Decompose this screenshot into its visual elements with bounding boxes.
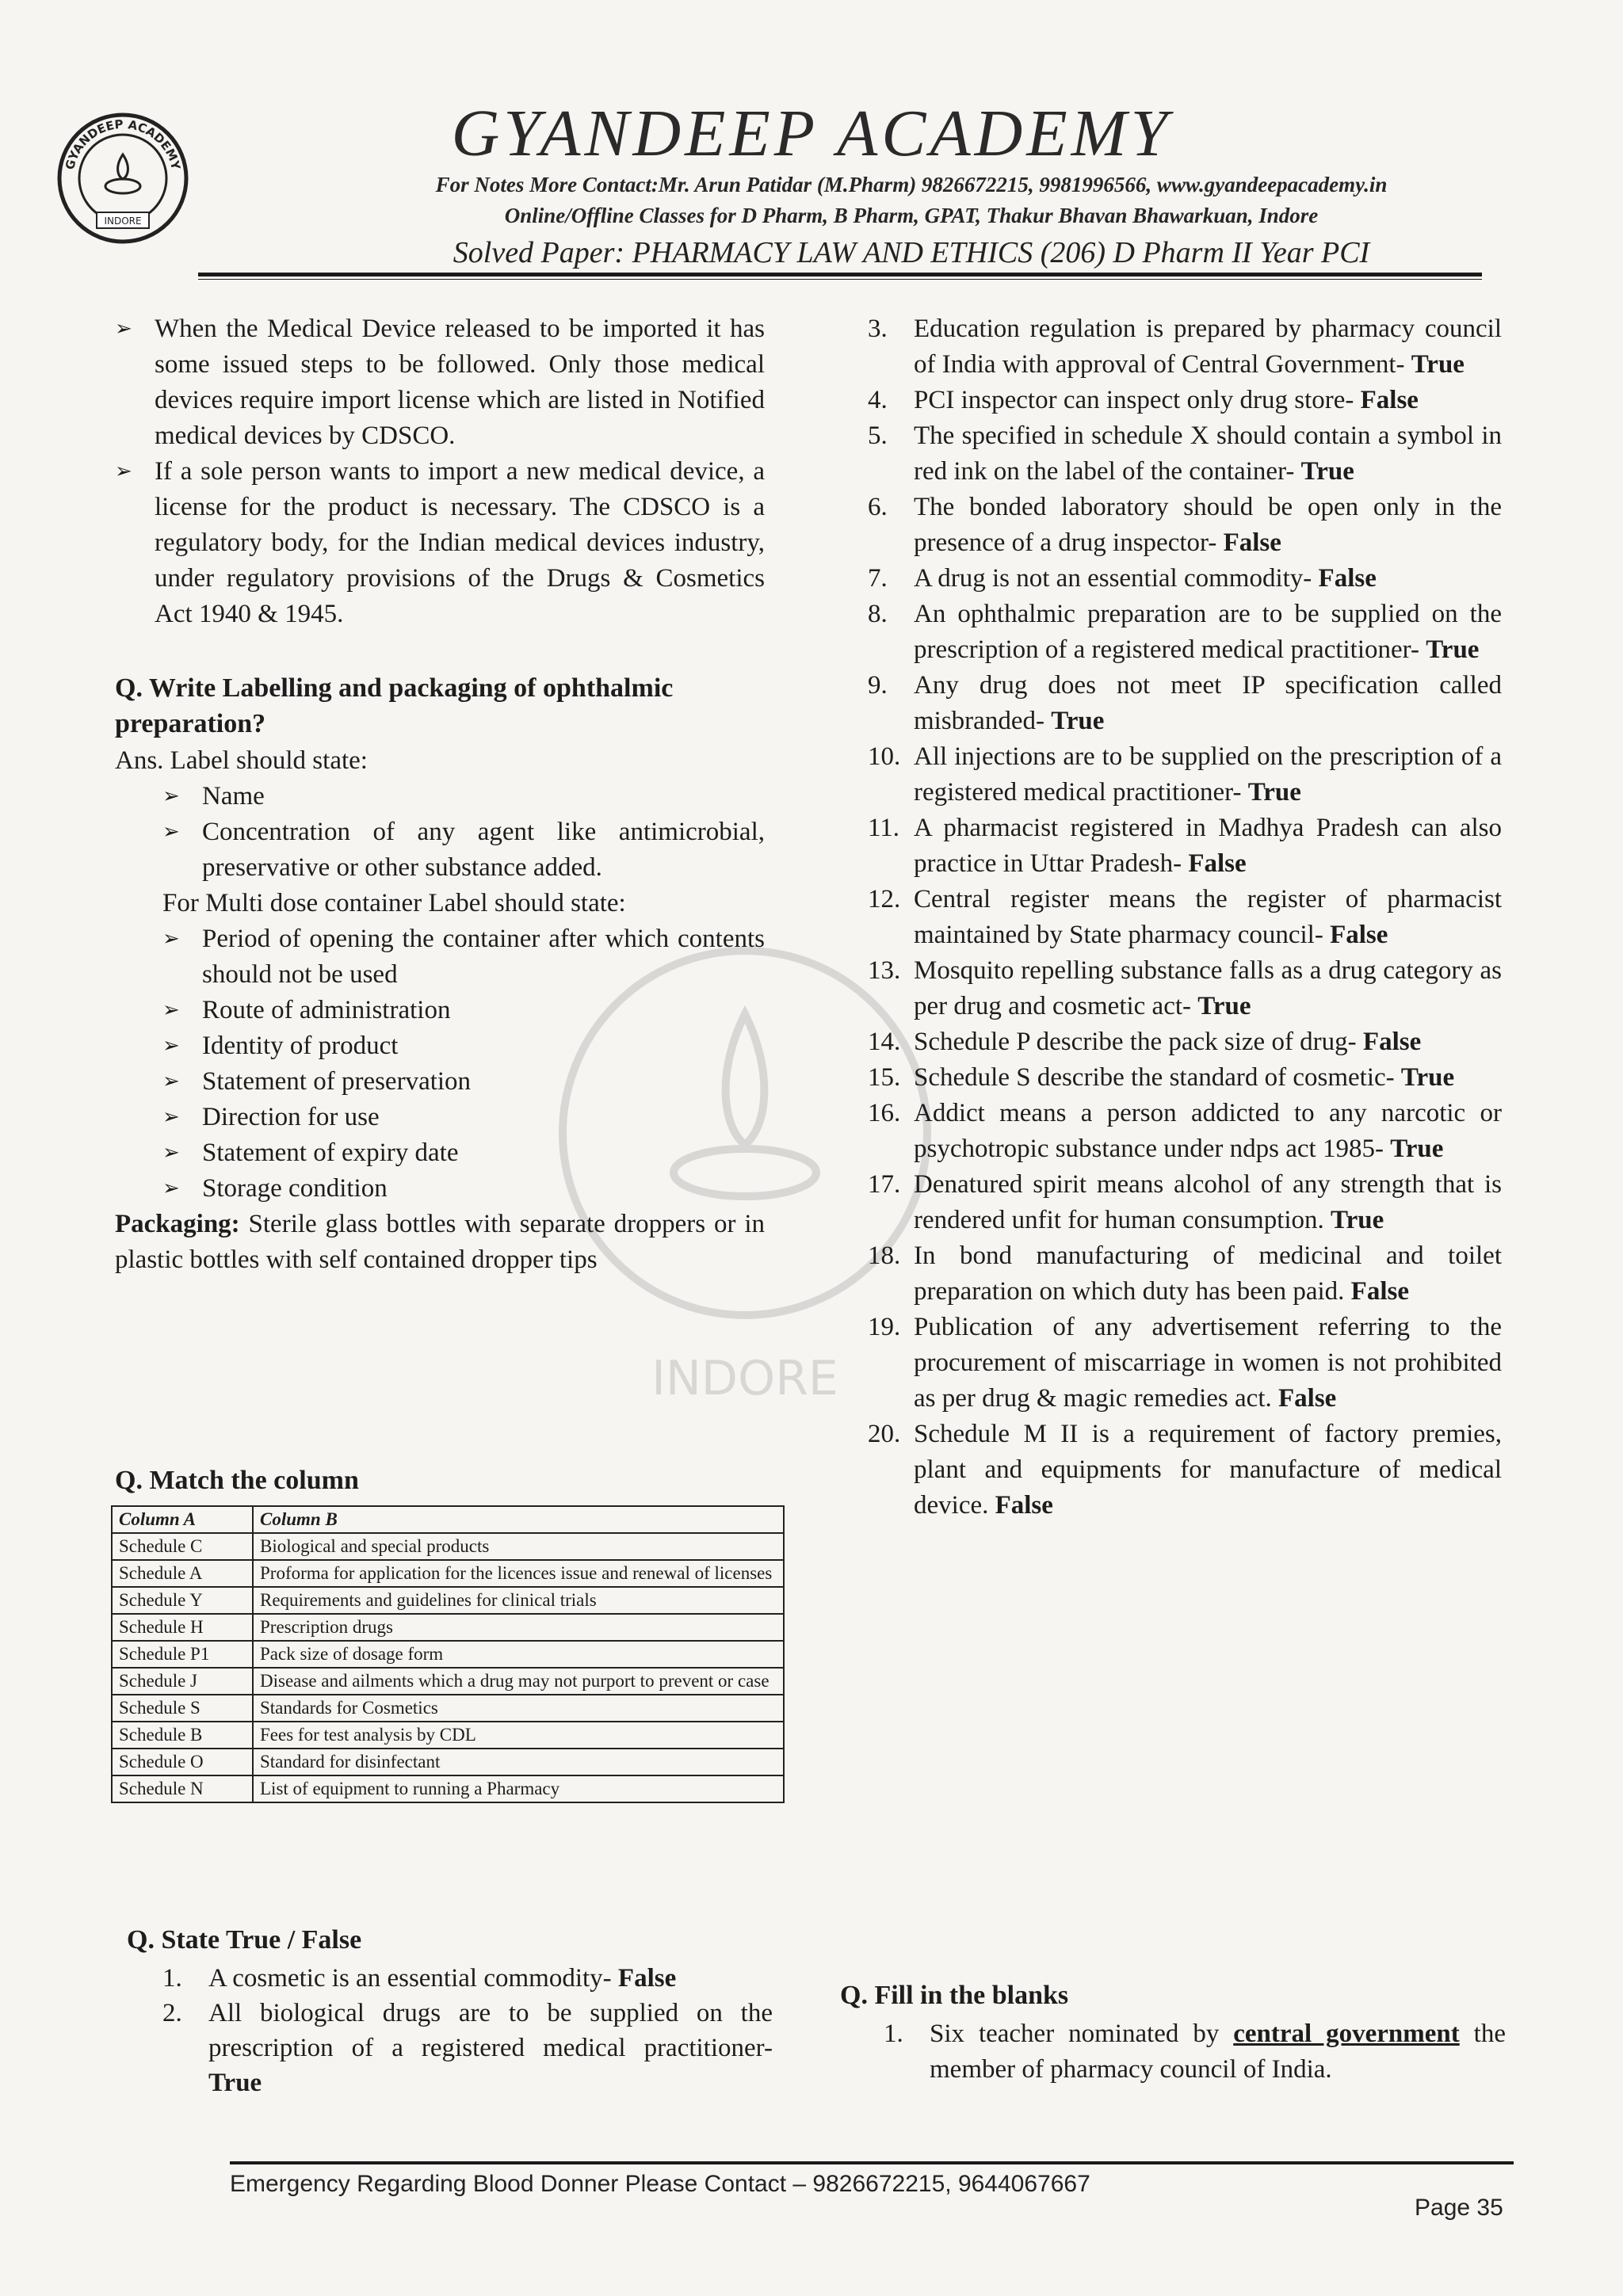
list-item: 5. The specified in schedule X should contain a symbol in red ink on the label of the container- True [868, 421, 1502, 486]
list-item: 10. All injections are to be supplied on the prescription of a registered medical practitioner- True [868, 742, 1502, 807]
arrow-bullet-icon: ➢ [162, 1070, 180, 1093]
table-cell: Schedule H [112, 1614, 253, 1641]
list-item: ➢ Statement of expiry date [162, 1135, 765, 1171]
contact-line: For Notes More Contact:Mr. Arun Patidar (M.Pharm) 9826672215, 9981996566, www.gyandeepacademy.in [435, 173, 1388, 196]
answer-verdict: True [1197, 992, 1251, 1020]
packaging-label: Packaging: [115, 1210, 240, 1238]
list-item: ➢ If a sole person wants to import a new medical device, a license for the product is necessary. The CDSCO is a regulatory body, for the Indian medical devices industry, under regulatory provisions of the Drugs & Cosmetics Act 1940 & 1945. [115, 454, 765, 632]
header-rule [198, 273, 1482, 277]
list-item: 16. Addict means a person addicted to any narcotic or psychotropic substance under ndps act 1985- True [868, 1099, 1502, 1163]
list-item: ➢ Direction for use [162, 1100, 765, 1135]
answer-verdict: True [1247, 778, 1301, 807]
list-item: 14. Schedule P describe the pack size of drug- False [868, 1028, 1422, 1056]
arrow-bullet-icon: ➢ [162, 1177, 180, 1200]
answer-verdict: True [208, 2069, 262, 2097]
list-item: 20. Schedule M II is a requirement of factory premies, plant and equipments for manufacture of medical device. False [868, 1420, 1502, 1520]
answer-verdict: False [1188, 849, 1247, 878]
table-row [112, 1695, 784, 1722]
arrow-bullet-icon: ➢ [162, 1034, 180, 1058]
arrow-bullet-icon: ➢ [162, 927, 180, 951]
table-cell: Pack size of dosage form [253, 1641, 784, 1668]
list-item: ➢ Route of administration [162, 993, 765, 1028]
list-item: 19. Publication of any advertisement referring to the procurement of miscarriage in women is not prohibited as per drug & magic remedies act. False [868, 1313, 1502, 1413]
svg-text:INDORE: INDORE [651, 1351, 838, 1406]
arrow-bullet-icon: ➢ [162, 1141, 180, 1165]
left-column [115, 311, 765, 1278]
true-false-list-left [162, 1961, 773, 2100]
list-item: ➢ Period of opening the container after which contents should not be used [162, 921, 765, 993]
footer-contact: Emergency Regarding Blood Donner Please Contact – 9826672215, 9644067667 [230, 2171, 1090, 2197]
table-cell: Proforma for application for the licences issue and renewal of licenses [253, 1560, 784, 1587]
table-cell: Prescription drugs [253, 1614, 784, 1641]
list-item: ➢ Identity of product [162, 1028, 765, 1064]
table-cell: Standard for disinfectant [253, 1749, 784, 1775]
arrow-bullet-icon: ➢ [162, 998, 180, 1022]
answer-verdict: False [1318, 564, 1377, 593]
table-row [112, 1587, 784, 1614]
answer-verdict: False [1362, 1028, 1422, 1056]
list-item: ➢ Statement of preservation [162, 1064, 765, 1100]
answer-verdict: False [617, 1964, 677, 1993]
list-item: 7. A drug is not an essential commodity- False [868, 564, 1377, 593]
packaging-paragraph [115, 1207, 765, 1278]
classes-line: Online/Offline Classes for D Pharm, B Pharm, GPAT, Thakur Bhavan Bhawarkuan, Indore [504, 204, 1319, 227]
list-item: 11. A pharmacist registered in Madhya Pradesh can also practice in Uttar Pradesh- False [868, 814, 1502, 878]
question-heading: Q. State True / False [127, 1925, 362, 1955]
footer-rule [230, 2161, 1514, 2164]
table-row [112, 1614, 784, 1641]
right-column [868, 311, 1502, 1524]
list-item: 17. Denatured spirit means alcohol of any strength that is rendered unfit for human consumption. True [868, 1170, 1502, 1234]
table-row [112, 1668, 784, 1695]
arrow-bullet-icon: ➢ [162, 820, 180, 844]
column-header: Column B [253, 1506, 784, 1533]
table-cell: Schedule Y [112, 1587, 253, 1614]
table-cell: Schedule P1 [112, 1641, 253, 1668]
answer-verdict: True [1051, 707, 1105, 735]
list-item: 2. All biological drugs are to be supplied on the prescription of a registered medical practitioner- True [162, 1999, 773, 2097]
paper-title: Solved Paper: PHARMACY LAW AND ETHICS (206) D Pharm II Year PCI [453, 236, 1370, 269]
multi-dose-intro: For Multi dose container Label should state: [162, 889, 626, 917]
table-header-row [112, 1506, 784, 1533]
list-item: 4. PCI inspector can inspect only drug store- False [868, 386, 1419, 414]
answer-verdict: True [1400, 1063, 1455, 1092]
table-row [112, 1533, 784, 1560]
list-item: 6. The bonded laboratory should be open only in the presence of a drug inspector- False [868, 493, 1502, 557]
answer-verdict: False [995, 1491, 1053, 1520]
table-row [112, 1775, 784, 1802]
arrow-bullet-icon: ➢ [162, 784, 180, 808]
list-item: 13. Mosquito repelling substance falls as a drug category as per drug and cosmetic act- True [868, 956, 1502, 1020]
academy-title: GYANDEEP ACADEMY [451, 97, 1172, 170]
table-row [112, 1641, 784, 1668]
list-item: 3. Education regulation is prepared by pharmacy council of India with approval of Central Government- True [868, 315, 1502, 379]
table-cell: Disease and ailments which a drug may not purport to prevent or case [253, 1668, 784, 1695]
table-cell: Schedule A [112, 1560, 253, 1587]
table-cell: Schedule O [112, 1749, 253, 1775]
header-rule-thin [198, 279, 1482, 280]
list-item: ➢ Storage condition [162, 1171, 765, 1207]
list-item: 1. A cosmetic is an essential commodity- False [162, 1964, 677, 1993]
list-item: ➢ When the Medical Device released to be imported it has some issued steps to be followed. Only those medical devices require import license which are listed in Notified medical devices by CDSCO. [115, 311, 765, 454]
table-cell: Schedule N [112, 1775, 253, 1802]
list-item: 8. An ophthalmic preparation are to be supplied on the prescription of a registered medical practitioner- True [868, 600, 1502, 664]
column-header: Column A [112, 1506, 253, 1533]
table-cell: Schedule J [112, 1668, 253, 1695]
table-row [112, 1560, 784, 1587]
answer-intro: Ans. Label should state: [115, 746, 368, 775]
fill-blanks-list [884, 2016, 1506, 2088]
answer-verdict: False [1350, 1277, 1409, 1306]
list-item: ➢ Name [162, 779, 765, 814]
answer-verdict: False [1223, 528, 1281, 557]
answer-verdict: False [1278, 1384, 1337, 1413]
list-item: 9. Any drug does not meet IP specification called misbranded- True [868, 671, 1502, 735]
table-cell: Schedule S [112, 1695, 253, 1722]
fill-answer: central government [1233, 2019, 1460, 2048]
page-number: Page 35 [1415, 2195, 1503, 2221]
svg-text:GYANDEEP ACADEMY: GYANDEEP ACADEMY [62, 116, 184, 171]
table-row [112, 1722, 784, 1749]
answer-verdict: False [1360, 386, 1419, 414]
table-cell: List of equipment to running a Pharmacy [253, 1775, 784, 1802]
list-item: 1. Six teacher nominated by central government the member of pharmacy council of India. [884, 2019, 1506, 2084]
answer-verdict: True [1300, 457, 1354, 486]
arrow-bullet-icon: ➢ [162, 1105, 180, 1129]
list-item: 12. Central register means the register of pharmacist maintained by State pharmacy council- False [868, 885, 1502, 949]
question-heading: Q. Fill in the blanks [840, 1981, 1069, 2010]
answer-verdict: True [1411, 350, 1465, 379]
list-item: 15. Schedule S describe the standard of cosmetic- True [868, 1063, 1455, 1092]
packaging-text: Sterile glass bottles with separate droppers or in plastic bottles with self contained dropper tips [115, 1210, 765, 1274]
arrow-bullet-icon: ➢ [115, 460, 132, 483]
answer-verdict: True [1426, 635, 1480, 664]
table-cell: Requirements and guidelines for clinical trials [253, 1587, 784, 1614]
list-item: ➢ Concentration of any agent like antimicrobial, preservative or other substance added. [162, 814, 765, 886]
table-row [112, 1749, 784, 1775]
table-cell: Schedule B [112, 1722, 253, 1749]
table-cell: Fees for test analysis by CDL [253, 1722, 784, 1749]
list-item: 18. In bond manufacturing of medicinal and toilet preparation on which duty has been paid. False [868, 1241, 1502, 1306]
svg-text:INDORE: INDORE [104, 215, 142, 227]
table-cell: Schedule C [112, 1533, 253, 1560]
question-heading: Q. Match the column [115, 1466, 359, 1495]
arrow-bullet-icon: ➢ [115, 317, 132, 341]
answer-verdict: True [1390, 1135, 1444, 1163]
table-cell: Biological and special products [253, 1533, 784, 1560]
match-table [111, 1505, 785, 1803]
answer-verdict: False [1330, 921, 1388, 949]
table-cell: Standards for Cosmetics [253, 1695, 784, 1722]
answer-verdict: True [1331, 1206, 1384, 1234]
question-heading: Q. Write Labelling and packaging of ophthalmic preparation? [115, 673, 674, 738]
